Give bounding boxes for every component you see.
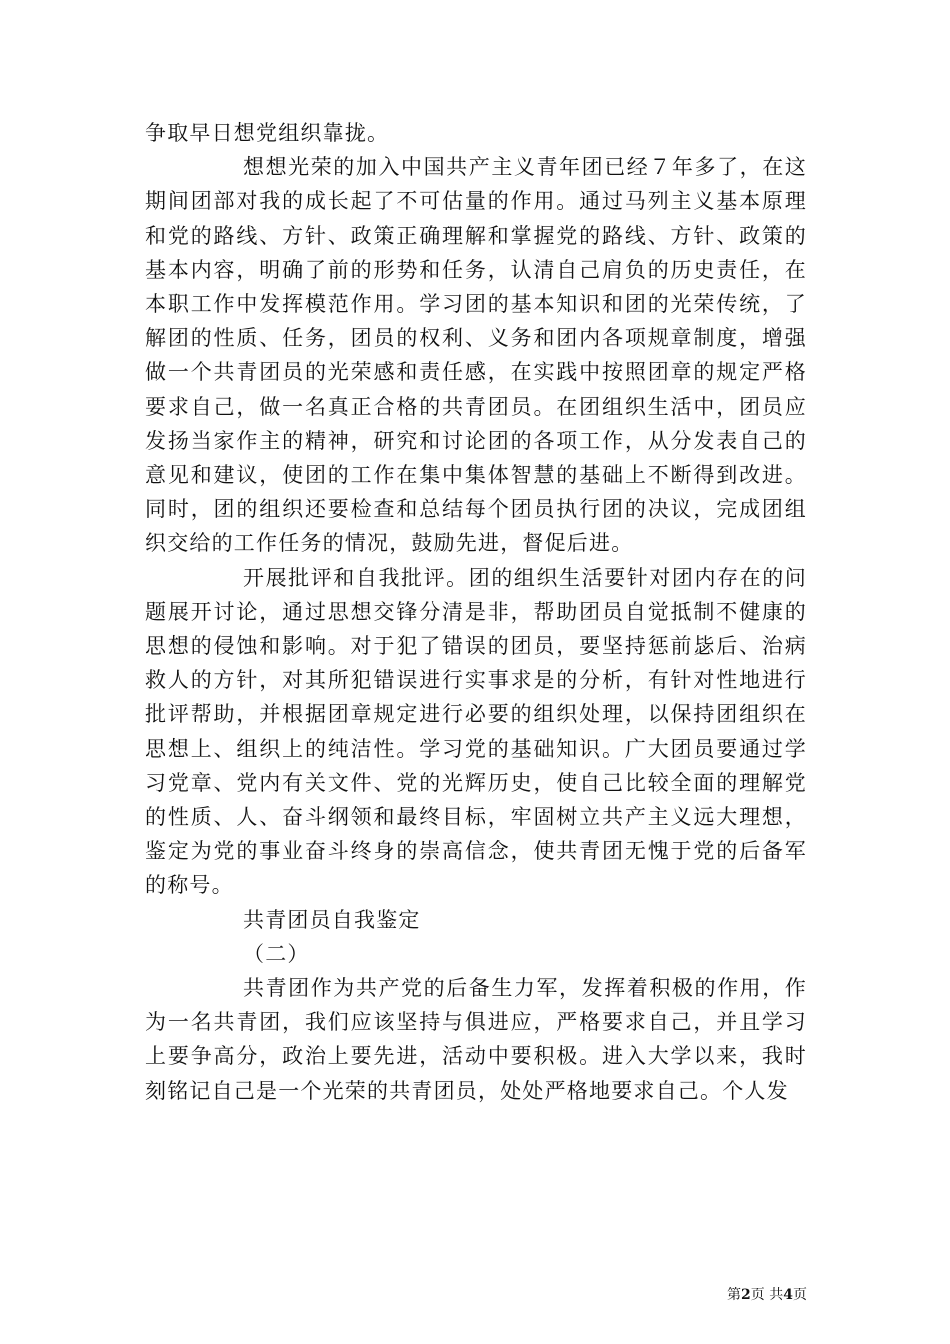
paragraph-1: 争取早日想党组织靠拢。 [145, 121, 390, 145]
section-number: （二） [243, 941, 310, 966]
paragraph-4: 共青团作为共产党的后备生力军，发挥着积极的作用，作为一名共青团，我们应该坚持与俱进应，严格要求自己，并且学习上要争高分，政治上要先进，活动中要积极。进入大学以来，我时刻铭记自己是一个光荣的共青团员，处处严格地要求自己。个人发 [145, 976, 807, 1103]
footer-middle: 页 共 [750, 1287, 784, 1303]
page-footer [727, 1286, 807, 1304]
footer-prefix: 第 [727, 1287, 742, 1303]
document-body [145, 116, 807, 1108]
footer-total-pages: 4 [783, 1287, 793, 1303]
paragraph-3: 开展批评和自我批评。团的组织生活要针对团内存在的问题展开讨论，通过思想交锋分清是非，帮助团员自觉抵制不健康的思想的侵蚀和影响。对于犯了错误的团员，要坚持惩前毖后、治病救人的方针，对其所犯错误进行实事求是的分析，有针对性地进行批评帮助，并根据团章规定进行必要的组织处理，以保持团组织在思想上、组织上的纯洁性。学习党的基础知识。广大团员要通过学习党章、党内有关文件、党的光辉历史，使自己比较全面的理解党的性质、人、奋斗纲领和最终目标，牢固树立共产主义远大理想，鉴定为党的事业奋斗终身的崇高信念，使共青团无愧于党的后备军的称号。 [145, 565, 807, 898]
paragraph-2: 想想光荣的加入中国共产主义青年团已经７年多了，在这期间团部对我的成长起了不可估量的作用。通过马列主义基本原理和党的路线、方针、政策正确理解和掌握党的路线、方针、政策的基本内容，明确了前的形势和任务，认清自己肩负的历史责任，在本职工作中发挥模范作用。学习团的基本知识和团的光荣传统，了解团的性质、任务，团员的权利、义务和团内各项规章制度，增强做一个共青团员的光荣感和责任感，在实践中按照团章的规定严格要求自己，做一名真正合格的共青团员。在团组织生活中，团员应发扬当家作主的精神，研究和讨论团的各项工作，从分发表自己的意见和建议，使团的工作在集中集体智慧的基础上不断得到改进。同时，团的组织还要检查和总结每个团员执行团的决议，完成团组织交给的工作任务的情况，鼓励先进，督促后进。 [145, 155, 807, 556]
footer-page-number: 2 [741, 1287, 751, 1303]
footer-suffix: 页 [793, 1287, 807, 1303]
section-title: 共青团员自我鉴定 [243, 907, 421, 932]
